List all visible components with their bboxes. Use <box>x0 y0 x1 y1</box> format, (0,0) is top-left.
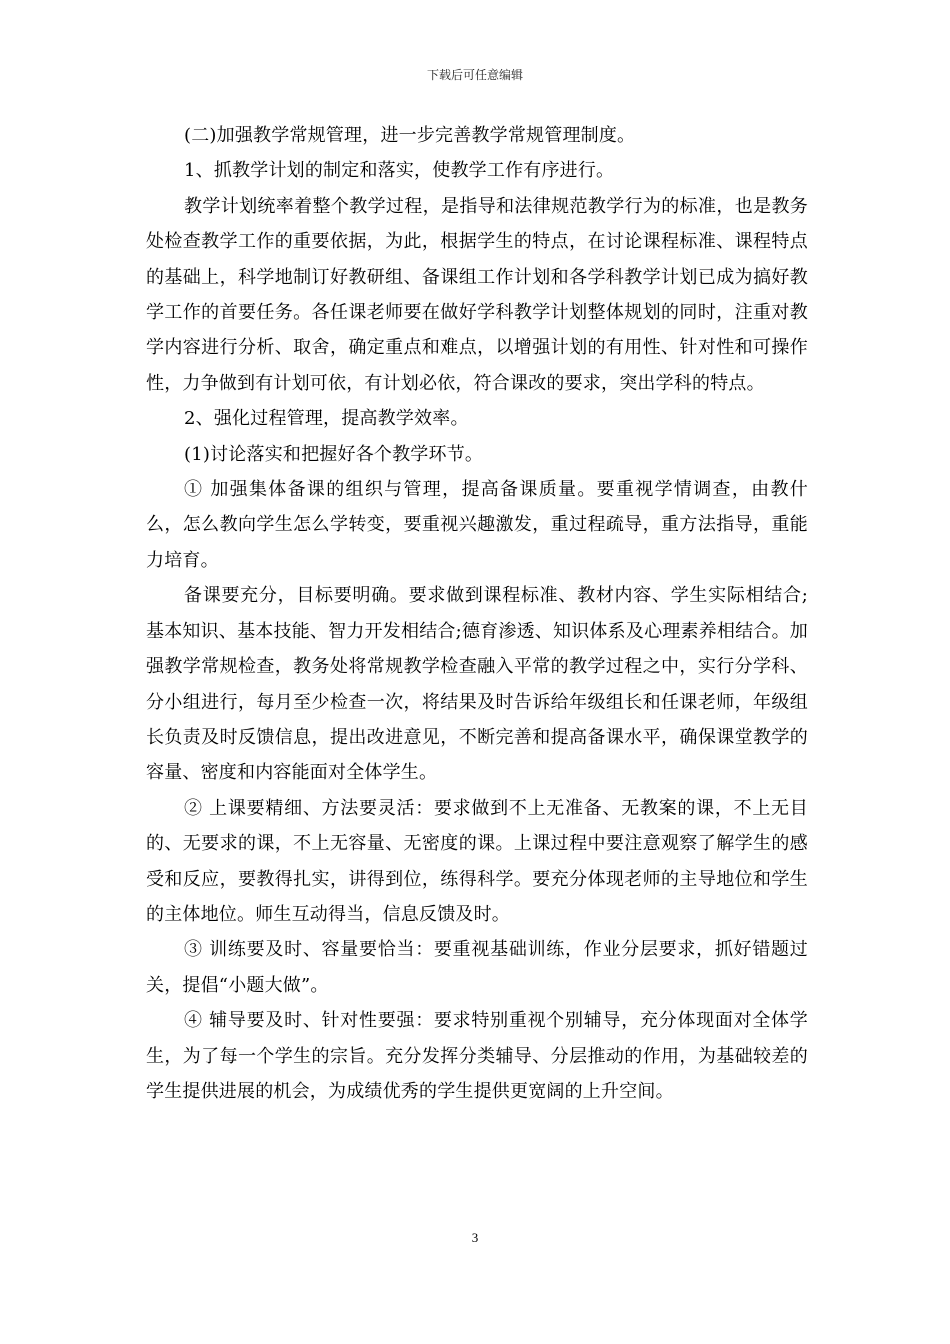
body-paragraph: ④ 辅导要及时、针对性要强：要求特别重视个别辅导，充分体现面对全体学生，为了每一个学生的宗旨。充分发挥分类辅导、分层推动的作用，为基础较差的学生提供进展的机会，为成绩优秀的学生提供更宽阔的上升空间。 <box>146 1010 808 1102</box>
page-header: 下载后可任意编辑 <box>426 68 523 82</box>
page-number: 3 <box>471 1230 479 1245</box>
body-paragraph: 备课要充分，目标要明确。要求做到课程标准、教材内容、学生实际相结合;基本知识、基本技能、智力开发相结合;德育渗透、知识体系及心理素养相结合。加强教学常规检查，教务处将常规教学检查融入平常的教学过程之中，实行分学科、分小组进行，每月至少检查一次，将结果及时告诉给年级组长和任课老师，年级组长负责及时反馈信息，提出改进意见，不断完善和提高备课水平，确保课堂教学的容量、密度和内容能面对全体学生。 <box>146 585 808 784</box>
subsection-heading: 2、强化过程管理，提高教学效率。 <box>184 408 469 430</box>
section-heading: (二)加强教学常规管理，进一步完善教学常规管理制度。 <box>184 125 636 146</box>
body-paragraph: ③ 训练要及时、容量要恰当：要重视基础训练，作业分层要求，抓好错题过关，提倡“小题大做”。 <box>146 939 808 996</box>
document-body <box>146 118 808 1109</box>
subsection-heading: 1、抓教学计划的制定和落实，使教学工作有序进行。 <box>184 160 615 182</box>
subsection-heading: (1)讨论落实和把握好各个教学环节。 <box>184 443 484 465</box>
body-paragraph: 教学计划统率着整个教学过程，是指导和法律规范教学行为的标准，也是教务处检查教学工作的重要依据，为此，根据学生的特点，在讨论课程标准、课程特点的基础上，科学地制订好教研组、备课组工作计划和各学科教学计划已成为搞好教学工作的首要任务。各任课老师要在做好学科教学计划整体规划的同时，注重对教学内容进行分析、取舍，确定重点和难点，以增强计划的有用性、针对性和可操作性，力争做到有计划可依，有计划必依，符合课改的要求，突出学科的特点。 <box>146 195 808 394</box>
body-paragraph: ② 上课要精细、方法要灵活：要求做到不上无准备、无教案的课，不上无目的、无要求的课，不上无容量、无密度的课。上课过程中要注意观察了解学生的感受和反应，要教得扎实，讲得到位，练得科学。要充分体现老师的主导地位和学生的主体地位。师生互动得当，信息反馈及时。 <box>146 797 808 925</box>
body-paragraph: ① 加强集体备课的组织与管理，提高备课质量。要重视学情调查，由教什么，怎么教向学生怎么学转变，要重视兴趣激发，重过程疏导，重方法指导，重能力培育。 <box>146 479 808 571</box>
